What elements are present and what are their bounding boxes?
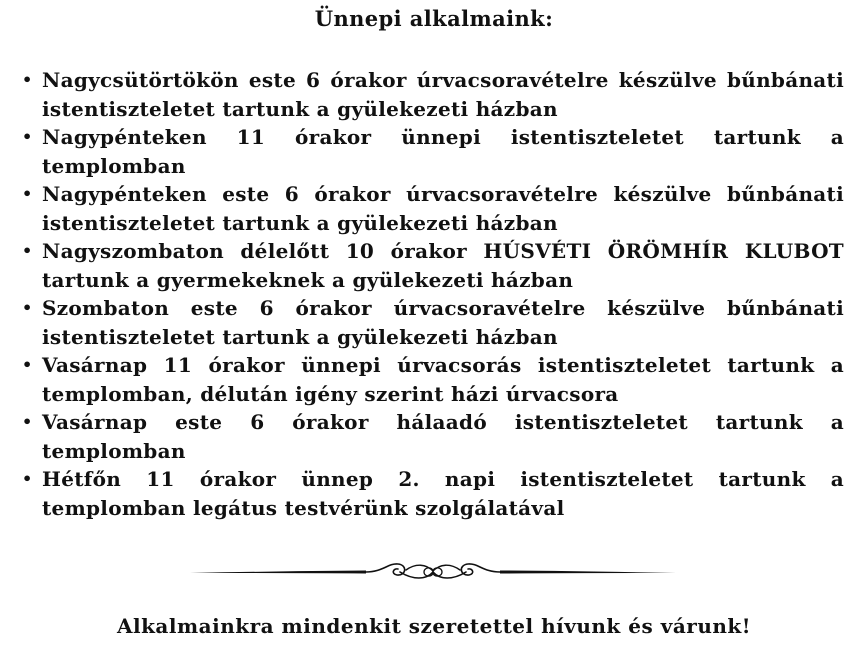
list-item: [22, 294, 844, 351]
bullet-icon: •: [22, 412, 33, 431]
list-item: [22, 465, 844, 522]
event-list: [22, 66, 844, 522]
list-item: [22, 180, 844, 237]
list-item-text: Hétfőn 11 órakor ünnep 2. napi istentiszteletet tartunk a templomban legátus testvérünk szolgálatával: [42, 467, 844, 520]
bullet-icon: •: [22, 298, 33, 317]
list-item-text: Nagypénteken este 6 órakor úrvacsoravételre készülve bűnbánati istentiszteletet tartunk a gyülekezeti házban: [42, 182, 844, 235]
list-item-text: Vasárnap este 6 órakor hálaadó istentiszteletet tartunk a templomban: [42, 410, 844, 463]
list-item-text: Nagyszombaton délelőtt 10 órakor HÚSVÉTI ÖRÖMHÍR KLUBOT tartunk a gyermekeknek a gyülekezeti házban: [42, 239, 844, 292]
page-title: Ünnepi alkalmaink:: [314, 6, 554, 31]
bullet-icon: •: [22, 355, 33, 374]
list-item: [22, 408, 844, 465]
bullet-icon: •: [22, 241, 33, 260]
list-item: [22, 351, 844, 408]
list-item: [22, 66, 844, 123]
list-item-text: Vasárnap 11 órakor ünnepi úrvacsorás istentiszteletet tartunk a templomban, délután igény szerint házi úrvacsora: [42, 353, 844, 406]
bullet-icon: •: [22, 184, 33, 203]
footer-invitation: Alkalmainkra mindenkit szeretettel hívunk és várunk!: [116, 614, 752, 638]
flourish-divider-icon: [188, 558, 678, 586]
list-item-text: Nagypénteken 11 órakor ünnepi istentiszteletet tartunk a templomban: [42, 125, 844, 178]
list-item-text: Nagycsütörtökön este 6 órakor úrvacsoravételre készülve bűnbánati istentiszteletet tartunk a gyülekezeti házban: [42, 68, 844, 121]
bullet-icon: •: [22, 127, 33, 146]
list-item: [22, 237, 844, 294]
list-item-text: Szombaton este 6 órakor úrvacsoravételre készülve bűnbánati istentiszteletet tartunk a gyülekezeti házban: [42, 296, 844, 349]
list-item: [22, 123, 844, 180]
bullet-icon: •: [22, 469, 33, 488]
bullet-icon: •: [22, 70, 33, 89]
